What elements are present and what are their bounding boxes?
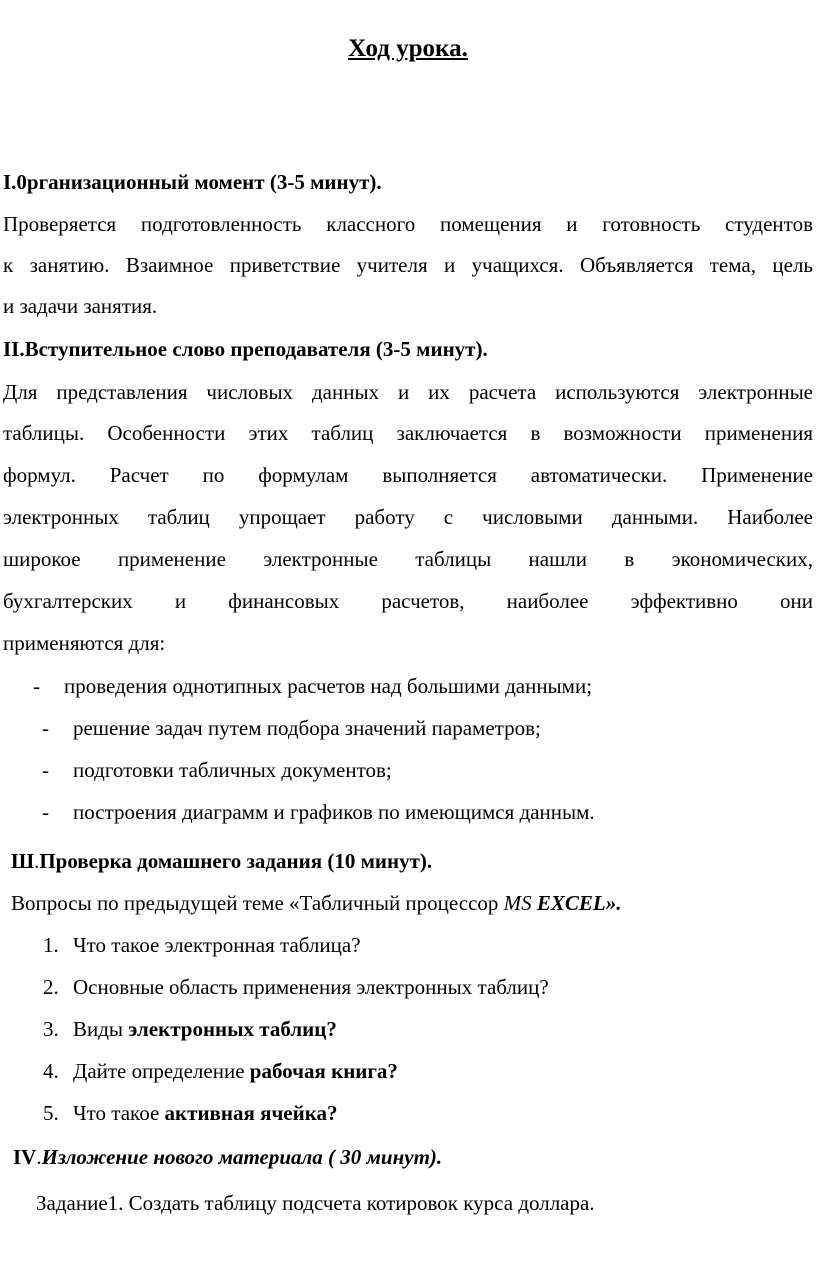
page-title: Ход урока.	[348, 35, 468, 62]
section-2-line-2: таблицы. Особенности этих таблиц заключается в возможности применения	[3, 421, 813, 445]
task-1: Задание1. Создать таблицу подсчета котировок курса доллара.	[36, 1191, 595, 1215]
bullet-item-3: подготовки табличных документов;	[73, 758, 392, 782]
section-2-heading: II.Вступительное слово преподавателя (3-5 минут).	[3, 337, 488, 361]
section-1-line-1: Проверяется подготовленность классного помещения и готовность студентов	[3, 212, 813, 236]
bullet-dash: -	[42, 758, 49, 782]
bullet-item-2: решение задач путем подбора значений параметров;	[73, 716, 541, 740]
bullet-dash: -	[42, 716, 49, 740]
section-2-line-1: Для представления числовых данных и их расчета используются электронные	[3, 380, 813, 404]
question-number: 3.	[43, 1017, 59, 1041]
question-number: 1.	[43, 933, 59, 957]
question-number: 4.	[43, 1059, 59, 1083]
question-5: Что такое активная ячейка?	[73, 1101, 338, 1125]
question-number: 5.	[43, 1101, 59, 1125]
section-1-heading: I.0рганизационный момент (3-5 минут).	[3, 170, 382, 194]
section-3-intro: Вопросы по предыдущей теме «Табличный процессор MS EXCEL».	[11, 891, 622, 915]
section-2-line-5: широкое применение электронные таблицы нашли в экономических,	[3, 547, 813, 571]
question-2: Основные область применения электронных таблиц?	[73, 975, 549, 999]
section-1-line-2: к занятию. Взаимное приветствие учителя и учащихся. Объявляется тема, цель	[3, 253, 813, 277]
bullet-item-1: проведения однотипных расчетов над большими данными;	[64, 674, 593, 698]
question-4: Дайте определение рабочая книга?	[73, 1059, 398, 1083]
section-2-line-3: формул. Расчет по формулам выполняется автоматически. Применение	[3, 463, 813, 487]
bullet-item-4: построения диаграмм и графиков по имеющимся данным.	[73, 800, 595, 824]
section-3-heading: Ш.Проверка домашнего задания (10 минут).	[11, 849, 433, 873]
question-1: Что такое электронная таблица?	[73, 933, 361, 957]
bullet-dash: -	[42, 800, 49, 824]
question-number: 2.	[43, 975, 59, 999]
section-1-line-3: и задачи занятия.	[3, 294, 158, 318]
section-2-line-7: применяются для:	[3, 631, 166, 655]
section-2-line-6: бухгалтерских и финансовых расчетов, наиболее эффективно они	[3, 589, 813, 613]
bullet-dash: -	[33, 674, 40, 698]
section-2-line-4: электронных таблиц упрощает работу с числовыми данными. Наиболее	[3, 505, 813, 529]
section-4-heading: IV.Изложение нового материала ( 30 минут).	[13, 1145, 443, 1169]
question-3: Виды электронных таблиц?	[73, 1017, 337, 1041]
